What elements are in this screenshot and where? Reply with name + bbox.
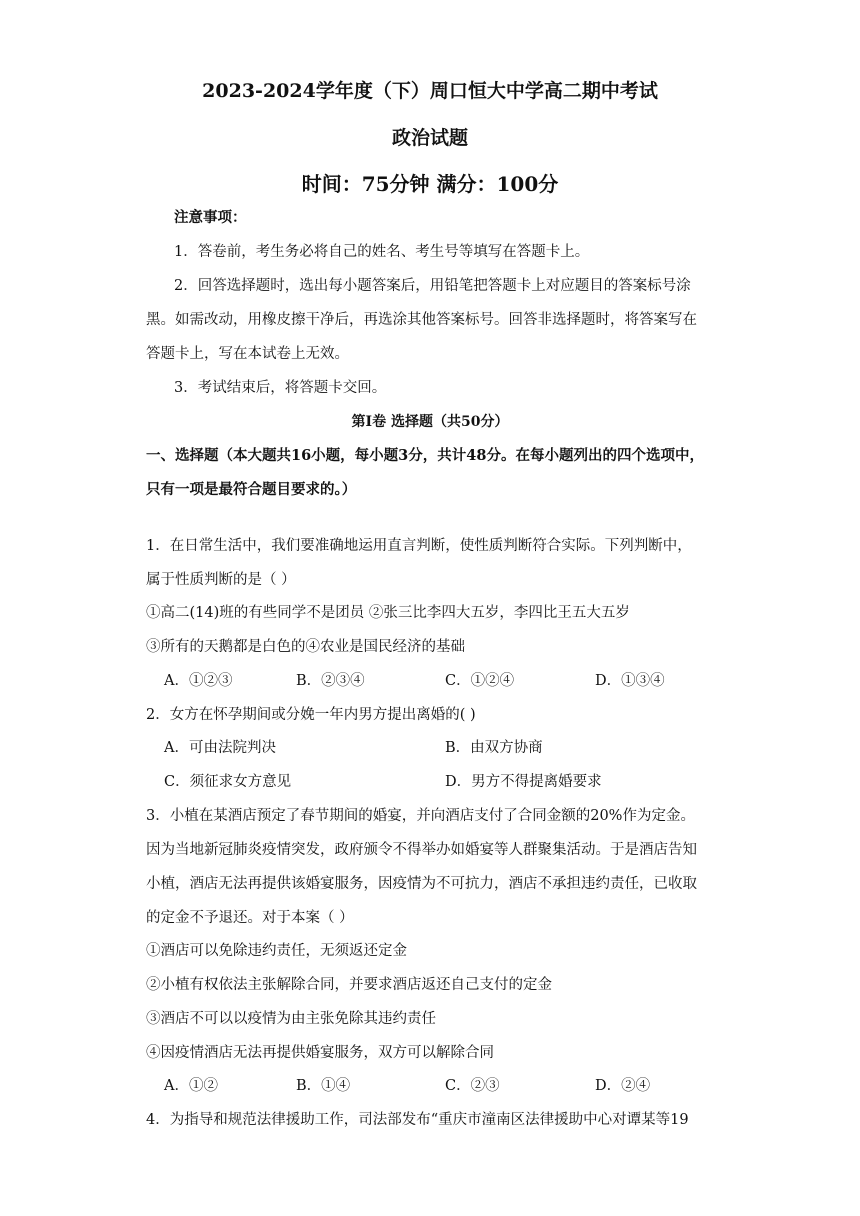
question-3-option-b: B．①④ <box>296 1078 351 1094</box>
notice-item-1: 1．答卷前，考生务必将自己的姓名、考生号等填写在答题卡上。 <box>174 244 590 260</box>
question-1-stem-line-2: 属于性质判断的是（ ） <box>146 572 296 588</box>
question-3-statement-1: ①酒店可以免除违约责任，无须返还定金 <box>146 943 407 959</box>
question-1-statement-1: ①高二(14)班的有些同学不是团员 ②张三比李四大五岁，李四比王五大五岁 <box>146 605 630 621</box>
notice-item-2-line-3: 答题卡上，写在本试卷上无效。 <box>146 346 349 362</box>
exam-title: 2023-2024学年度（下）周口恒大中学高二期中考试 <box>202 80 658 102</box>
question-3-option-d: D．②④ <box>595 1078 651 1094</box>
notice-item-3: 3．考试结束后，将答题卡交回。 <box>174 380 387 396</box>
question-3-stem-line-1: 3．小植在某酒店预定了春节期间的婚宴，并向酒店支付了合同金额的20%作为定金。 <box>146 808 695 824</box>
question-3-stem-line-2: 因为当地新冠肺炎疫情突发，政府颁令不得举办如婚宴等人群聚集活动。于是酒店告知 <box>146 842 697 858</box>
question-1-option-c: C．①②④ <box>445 673 515 689</box>
part-1-instructions-line-1: 一、选择题（本大题共16小题，每小题3分，共计48分。在每小题列出的四个选项中， <box>146 447 704 464</box>
question-2-option-a: A．可由法院判决 <box>164 740 276 756</box>
question-3-statement-4: ④因疫情酒店无法再提供婚宴服务，双方可以解除合同 <box>146 1045 494 1061</box>
question-1-option-b: B．②③④ <box>296 673 365 689</box>
question-2-option-c: C．须征求女方意见 <box>164 774 292 790</box>
question-2-option-b: B．由双方协商 <box>445 740 543 756</box>
question-1-option-d: D．①③④ <box>595 673 665 689</box>
question-3-statement-3: ③酒店不可以以疫情为由主张免除其违约责任 <box>146 1011 436 1027</box>
question-3-stem-line-3: 小植，酒店无法再提供该婚宴服务，因疫情为不可抗力，酒店不承担违约责任，已收取 <box>146 876 697 892</box>
volume-heading: 第Ⅰ卷 选择题（共50分） <box>351 414 509 430</box>
question-3-option-a: A．①② <box>164 1078 218 1094</box>
question-3-option-c: C．②③ <box>445 1078 500 1094</box>
question-4-stem-line-1: 4．为指导和规范法律援助工作，司法部发布“重庆市潼南区法律援助中心对谭某等19 <box>146 1112 689 1128</box>
notice-heading: 注意事项： <box>174 209 247 226</box>
question-3-stem-line-4: 的定金不予退还。对于本案（ ） <box>146 910 354 926</box>
notice-item-2-line-2: 黑。如需改动，用橡皮擦干净后，再选涂其他答案标号。回答非选择题时，将答案写在 <box>146 312 697 328</box>
subject-title: 政治试题 <box>391 127 468 149</box>
part-1-instructions-line-2: 只有一项是最符合题目要求的。） <box>146 481 357 498</box>
question-1-option-a: A．①②③ <box>164 673 233 689</box>
question-3-statement-2: ②小植有权依法主张解除合同，并要求酒店返还自己支付的定金 <box>146 977 552 993</box>
notice-item-2-line-1: 2．回答选择题时，选出每小题答案后，用铅笔把答题卡上对应题目的答案标号涂 <box>174 278 691 294</box>
question-2-option-d: D．男方不得提离婚要求 <box>445 774 602 790</box>
question-1-statement-2: ③所有的天鹅都是白色的④农业是国民经济的基础 <box>146 639 465 655</box>
time-score-line: 时间：75分钟 满分：100分 <box>301 172 559 196</box>
question-2-stem: 2．女方在怀孕期间或分娩一年内男方提出离婚的( ) <box>146 707 476 723</box>
question-1-stem-line-1: 1．在日常生活中，我们要准确地运用直言判断，使性质判断符合实际。下列判断中， <box>146 538 692 554</box>
